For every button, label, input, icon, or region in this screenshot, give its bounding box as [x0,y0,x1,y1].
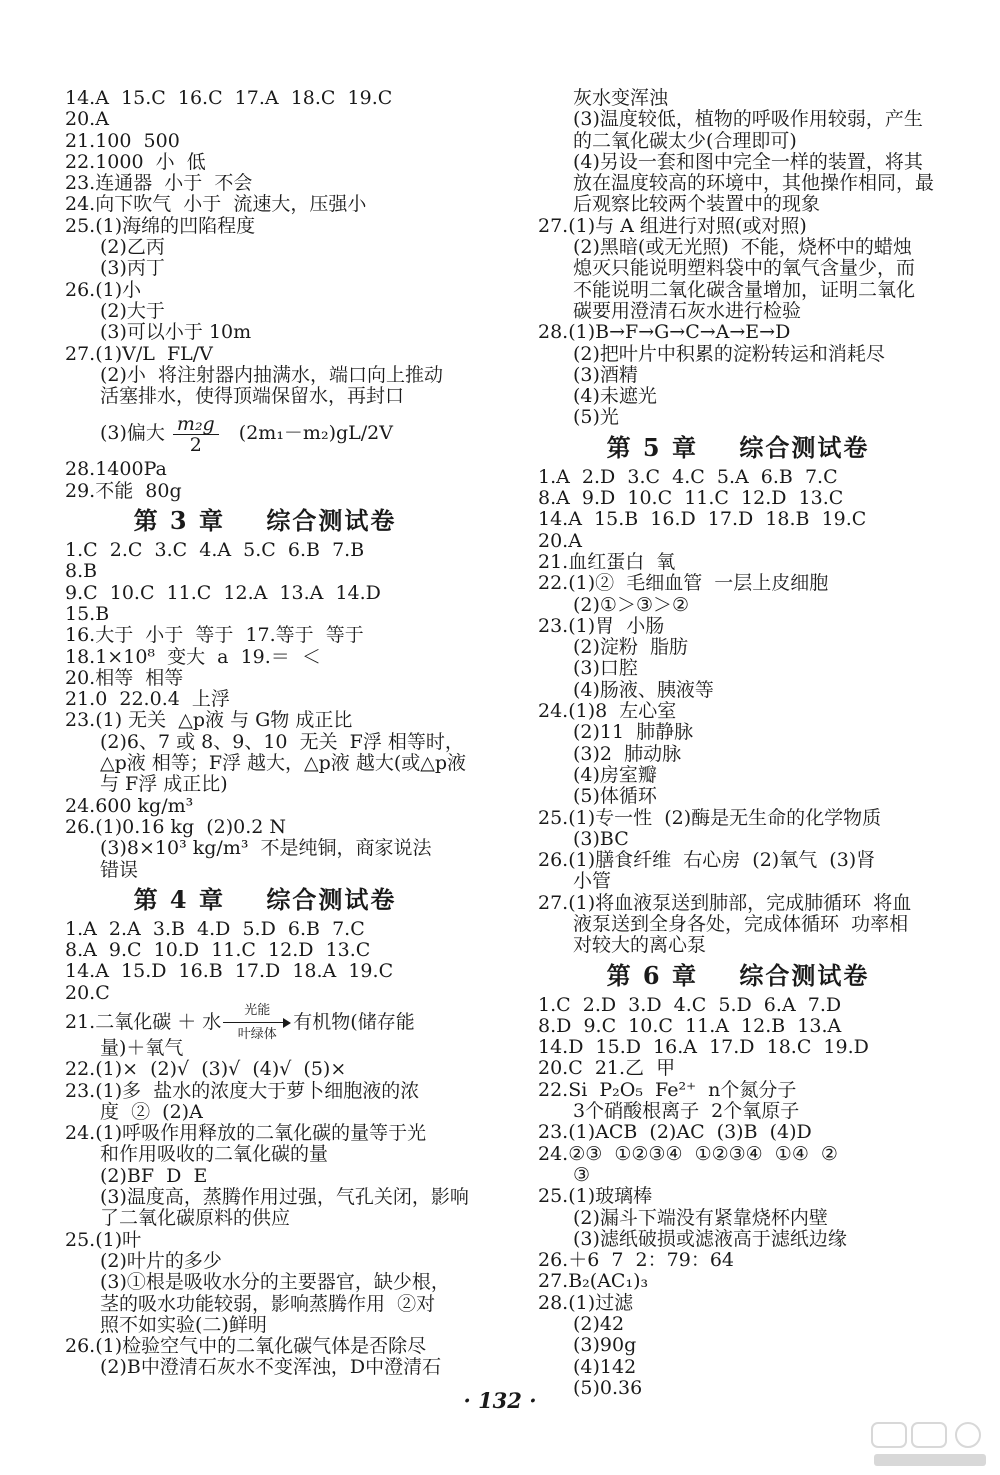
answer-line: 8.B [65,560,98,583]
answer-line: 活塞排水，使得顶端保留水，再封口 [100,385,405,408]
answer-line: 24.(1)呼吸作用释放的二氧化碳的量等于光 [65,1122,427,1145]
answer-line: (3)口腔 [573,657,638,680]
answer-line: (2)把叶片中积累的淀粉转运和消耗尽 [573,342,885,365]
answer-line: 28.(1)过滤 [538,1291,634,1314]
answer-line: 22.(1)× (2)√ (3)√ (4)√ (5)× [65,1058,347,1081]
answer-line-formula [65,407,465,459]
equation-reactants: 21.二氧化碳 ＋ 水 [65,1010,222,1033]
answer-line: (4)142 [573,1355,637,1378]
answer-line: 25.(1)专一性 (2)酶是无生命的化学物质 [538,806,882,829]
arrow-condition-top: 光能 [244,1002,271,1018]
fraction-numerator: m₂g [173,414,219,435]
answer-line: 20.相等 相等 [65,666,184,689]
answer-line: 碳要用澄清石灰水进行检验 [573,299,802,322]
answer-line: (3)酒精 [573,363,638,386]
answer-line: 27.(1)V/L FL/V [65,342,213,365]
answer-line: (2)乙丙 [100,236,165,259]
answer-line: 放在温度较高的环境中，其他操作相同，最 [573,172,935,195]
reaction-arrow [223,1004,291,1042]
answer-line: (5)光 [573,406,619,429]
fraction [173,414,219,455]
answer-line: (3)可以小于 10m [100,321,252,344]
answer-line: 量)＋氧气 [100,1036,184,1059]
answer-line: (3)温度较低，植物的呼吸作用较弱，产生 [573,108,923,131]
answer-line: 和作用吸收的二氧化碳的量 [100,1143,329,1166]
answer-line: 对较大的离心泵 [573,934,707,957]
answer-line: 29.不能 80g [65,479,182,502]
answer-line: 23.(1)ACB (2)AC (3)B (4)D [538,1121,812,1144]
answer-line: 23.(1)多 盐水的浓度大于萝卜细胞液的浓 [65,1079,420,1102]
answer-line: 15.B [65,602,110,625]
page-number: · 132 · [463,1388,537,1413]
answer-line: (5)体循环 [573,785,657,808]
answer-line: 8.A 9.D 10.C 11.C 12.D 13.C [538,487,844,510]
answer-line: 25.(1)玻璃棒 [538,1185,653,1208]
answer-line: 照不如实验(二)鲜明 [100,1313,267,1336]
answer-line: 1.C 2.D 3.D 4.C 5.D 6.A 7.D [538,993,842,1016]
answer-line: (2)淀粉 脂肪 [573,636,688,659]
answer-line: 的二氧化碳太少(合理即可) [573,129,797,152]
answer-line: 21.血红蛋白 氧 [538,550,676,573]
answer-line: 1.A 2.A 3.B 4.D 5.D 6.B 7.C [65,917,365,940]
answer-line: 1.A 2.D 3.C 4.C 5.A 6.B 7.C [538,465,838,488]
answer-line-equation [65,1002,465,1042]
answer-line: 24.②③ ①②③④ ①②③④ ①④ ② [538,1142,838,1165]
equation-products: 有机物(储存能 [293,1010,415,1033]
answer-line: 26.＋6 7 2：79：64 [538,1249,734,1272]
answer-line: 24.600 kg/m³ [65,794,194,817]
answer-line: (3)温度高，蒸腾作用过强，气孔关闭，影响 [100,1186,469,1209]
answer-line: 26.(1)0.16 kg (2)0.2 N [65,815,287,838]
chapter-heading: 第 6 章 综合测试卷 [606,960,870,990]
answer-line: (2)漏斗下端没有紧靠烧杯内壁 [573,1206,828,1229]
answer-line: 液泵送到全身各处，完成体循环 功率相 [573,912,909,935]
answer-line: (4)未遮光 [573,385,657,408]
answer-line: 22.1000 小 低 [65,150,206,173]
answer-line: (4)另设一套和图中完全一样的装置，将其 [573,150,923,173]
answer-line: 度 ② (2)A [100,1100,203,1123]
arrow-condition-bottom: 叶绿体 [237,1026,277,1042]
answer-line: 灰水变浑浊 [573,87,669,109]
chapter-heading: 第 5 章 综合测试卷 [606,432,870,462]
answer-line: 后观察比较两个装置中的现象 [573,193,821,216]
answer-line: (2)11 肺静脉 [573,721,694,744]
answer-line: 14.A 15.C 16.C 17.A 18.C 19.C [65,87,393,109]
answer-line: (2)小 将注射器内抽满水，端口向上推动 [100,363,443,386]
arrow-icon [223,1018,291,1028]
answer-line: 23.(1)胃 小肠 [538,614,665,637]
left-answer-column [65,87,469,1379]
answer-line: 26.(1)膳食纤维 右心房 (2)氧气 (3)肾 [538,849,876,872]
answer-line: 28.(1)B→F→G→C→A→E→D [538,321,791,344]
answer-line: 3个硝酸根离子 2个氧原子 [573,1100,800,1123]
answer-line: 22.Si P₂O₅ Fe²⁺ n个氮分子 [538,1078,797,1101]
answer-line: (3)90g [573,1334,637,1357]
answer-line: 错误 [100,858,139,881]
answer-line: (2)①＞③＞② [573,593,690,616]
answer-line: 24.(1)8 左心室 [538,700,677,723]
answer-line: (3)滤纸破损或滤液高于滤纸边缘 [573,1227,847,1250]
answer-line: (2)BF D E [100,1164,208,1187]
answer-line: 23.连通器 小于 不会 [65,172,253,195]
right-answer-column [538,88,938,1399]
formula-prefix: (3)偏大 [100,422,165,445]
answer-line: 了二氧化碳原料的供应 [100,1207,291,1230]
answer-line: 26.(1)小 [65,278,142,301]
answer-line: 23.(1) 无关 △p液 与 G物 成正比 [65,709,353,732]
chapter-heading: 第 3 章 综合测试卷 [133,506,397,536]
answer-line: 25.(1)叶 [65,1228,142,1251]
answer-line: 20.A [65,108,109,131]
fraction-denominator: 2 [189,433,202,456]
answer-line: 14.A 15.D 16.B 17.D 18.A 19.C [65,960,394,983]
answer-line: 20.C [65,981,110,1004]
answer-line: 21.0 22.0.4 上浮 [65,688,230,711]
answer-line: 8.A 9.C 10.D 11.C 12.D 13.C [65,939,371,962]
answer-line: 14.A 15.B 16.D 17.D 18.B 19.C [538,508,867,531]
answer-line: (2)42 [573,1313,625,1336]
answer-line: △p液 相等；F浮 越大，△p液 越大(或△p液 [100,752,467,775]
answer-line: 28.1400Pa [65,458,167,481]
answer-line: 22.(1)② 毛细血管 一层上皮细胞 [538,572,829,595]
answer-line: 8.D 9.C 10.C 11.A 12.B 13.A [538,1014,842,1037]
answer-line: (4)肠液、胰液等 [573,678,714,701]
answer-line: (2)叶片的多少 [100,1249,222,1272]
answer-line: 21.100 500 [65,129,180,152]
answer-line: (3)2 肺动脉 [573,742,682,765]
answer-line: 27.(1)将血液泵送到肺部，完成肺循环 将血 [538,891,912,914]
answer-line: 茎的吸水功能较弱，影响蒸腾作用 ②对 [100,1292,436,1315]
answer-line: 小管 [573,870,612,893]
answer-line: (3)①根是吸收水分的主要器官，缺少根， [100,1271,450,1294]
formula-suffix: (2m₁－m₂)gL/2V [226,422,393,445]
answer-line: 不能说明二氧化碳含量增加，证明二氧化 [573,278,916,301]
answer-line: (4)房室瓣 [573,763,657,786]
answer-line: (2)B中澄清石灰水不变浑浊，D中澄清石 [100,1356,442,1379]
answer-line: (3)8×10³ kg/m³ 不是纯铜，商家说法 [100,837,432,860]
answer-line: 与 F浮 成正比) [100,773,228,796]
answer-line: 27.B₂(AC₁)₃ [538,1270,649,1293]
chapter-heading: 第 4 章 综合测试卷 [133,884,397,914]
answer-line: 25.(1)海绵的凹陷程度 [65,214,256,237]
answer-line: 26.(1)检验空气中的二氧化碳气体是否除尽 [65,1335,427,1358]
watermark-logo [868,1420,992,1470]
answer-line: 27.(1)与 A 组进行对照(或对照) [538,214,807,237]
answer-line: (2)6、7 或 8、9、10 无关 F浮 相等时， [100,730,464,753]
answer-line: (3)丙丁 [100,257,165,280]
answer-line: 20.C 21.乙 甲 [538,1057,676,1080]
answer-line: 16.大于 小于 等于 17.等于 等于 [65,624,364,647]
answer-line: (2)黑暗(或无光照) 不能，烧杯中的蜡烛 [573,236,912,259]
answer-line: 24.向下吹气 小于 流速大，压强小 [65,193,367,216]
answer-line: 18.1×10⁸ 变大 a 19.＝ ＜ [65,645,321,668]
answer-line: ③ [573,1163,591,1186]
answer-line: 1.C 2.C 3.C 4.A 5.C 6.B 7.B [65,539,365,562]
answer-line: 熄灭只能说明塑料袋中的氧气含量少，而 [573,257,916,280]
answer-line: (2)大于 [100,299,165,322]
answer-line: (3)BC [573,827,629,850]
answer-line: 9.C 10.C 11.C 12.A 13.A 14.D [65,581,381,604]
answer-line: (5)0.36 [573,1376,643,1399]
answer-line: 20.A [538,529,582,552]
answer-line: 14.D 15.D 16.A 17.D 18.C 19.D [538,1036,869,1059]
